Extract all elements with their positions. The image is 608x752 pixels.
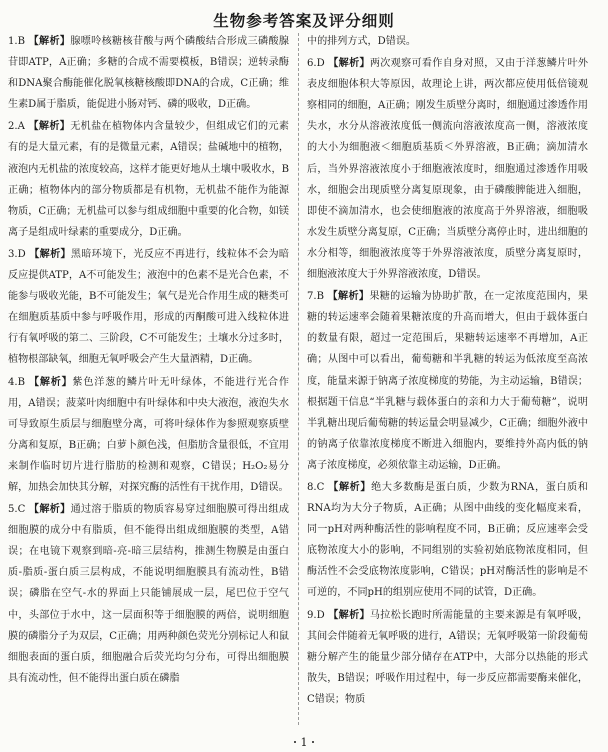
page-number: ・1・ xyxy=(289,736,319,749)
analysis-tag: 【解析】 xyxy=(327,291,370,303)
answer-item-8 xyxy=(307,477,588,604)
item-text: 中的排列方式，D错误。 xyxy=(307,36,417,47)
analysis-tag: 【解析】 xyxy=(328,609,370,621)
answer-item-5 xyxy=(8,499,289,689)
answer-item-5-continued xyxy=(307,31,588,52)
item-text: 通过溶于脂质的物质容易穿过细胞膜可得出组成细胞膜的成分中有脂质，但不能得出组成细胞膜的类型，A错误；在电镜下观察到暗-亮-暗三层结构，推测生物膜是由蛋白质-脂质-蛋白质三层构成，不能说明细胞膜具有流动性，B错误；磷脂在空气-水的界面上只能铺展成一层，尾巴位于空气中，头部位于水中，这一层面积等于细胞膜的两倍，说明细胞膜的磷脂分子为双层，C正确；用两种颜色荧光分别标记人和鼠细胞表面的蛋白质，细胞融合后荧光均匀分布，可得出细胞膜具有流动性，但不能得出蛋白质在磷脂 xyxy=(8,504,290,684)
answer-item-4 xyxy=(8,372,289,499)
left-column xyxy=(8,31,289,690)
column-divider xyxy=(298,33,299,725)
item-text: 马拉松长跑时所需能量的主要来源是有氧呼吸，其间会伴随着无氧呼吸的进行，A错误；无氧呼吸第一阶段葡萄糖分解产生的能量少部分储存在ATP中，大部分以热能的形式散失，B错误；呼吸作用过程中，每一步反应都需要酶来催化，C错误；物质 xyxy=(307,609,589,705)
answer-item-9 xyxy=(307,605,588,710)
item-number: 2.A xyxy=(8,121,25,133)
item-text: 无机盐在植物体内含量较少，但组成它们的元素有的是大量元素，有的是微量元素，A错误；盐碱地中的植物，液泡内无机盐的浓度较高，这样才能更好地从土壤中吸收水，B正确；植物体内的部分物质都是有机物，无机盐不能作为能源物质，C正确；无机盐可以参与组成细胞中重要的化合物，如镁离子是组成叶绿素的重要成分，D正确。 xyxy=(8,121,290,238)
answer-item-6 xyxy=(307,53,588,285)
item-text: 绝大多数酶是蛋白质，少数为RNA，蛋白质和RNA均为大分子物质，A正确；从图中曲线的变化幅度来看，同一pH对两种酶活性的影响程度不同，B正确；反应速率会受底物浓度大小的影响，不同组别的实验初始底物浓度相同，但酶活性不会受底物浓度影响，C错误；pH对酶活性的影响是不可逆的，不同pH的组别应使用不同的试管，D正确。 xyxy=(307,481,588,599)
answer-item-1 xyxy=(8,31,289,115)
item-number: 9.D xyxy=(307,609,325,621)
item-text: 两次观察可看作自身对照，又由于洋葱鳞片叶外表皮细胞体积大等原因，故理论上讲，两次都应使用低倍镜观察相同的细胞，A正确；刚发生质壁分离时，细胞通过渗透作用失水，水分从溶液浓度低一侧流向溶液浓度高一侧，溶液浓度的大小为细胞液＜细胞质基质＜外界溶液，B正确；滴加清水后，当外界溶液浓度小于细胞液浓度时，细胞通过渗透作用吸水，细胞会出现质壁分离复原现象，由于磷酸脾能进入细胞，即使不滴加清水，也会使细胞液的浓度高于外界溶液，细胞吸水发生质壁分离复原，C正确；当质壁分离停止时，进出细胞的水分相等，细胞液浓度等于外界溶液浓度，质壁分离复原时，细胞液浓度大于外界溶液浓度，D错误。 xyxy=(307,58,589,281)
item-text: 果糖的运输为协助扩散，在一定浓度范围内，果糖的转运速率会随着果糖浓度的升高而增大，但由于载体蛋白的数量有限，超过一定范围后，果糖转运速率不再增加，A正确；从图中可以看出，葡萄糖和半乳糖的转运为低浓度至高浓度，能量来源于钠离子浓度梯度的势能，为主动运输，B错误；根据题干信息“半乳糖与载体蛋白的亲和力大于葡萄糖”，说明半乳糖出现后葡萄糖的转运量会明显减少，C正确；细胞外液中的钠离子依靠浓度梯度不断进入细胞内，要维持外高内低的钠离子浓度梯度，必须依靠主动运输，D正确。 xyxy=(307,291,588,471)
item-text: 腺嘌呤核糖核苷酸与两个磷酸结合形成三磷酸腺苷即ATP，A正确；多糖的合成不需要模板，B错误；逆转录酶和DNA聚合酶能催化脱氧核糖核酸即DNA的合成，C正确；维生素D属于脂质，能促进小肠对钙、磷的吸收，D正确。 xyxy=(8,36,289,111)
right-column xyxy=(307,31,588,711)
item-number: 5.C xyxy=(8,504,26,516)
answer-item-7 xyxy=(307,286,588,476)
page-title: 生物参考答案及评分细则 xyxy=(213,12,395,30)
answer-item-2 xyxy=(8,116,289,243)
item-number: 8.C xyxy=(307,481,325,493)
analysis-tag: 【解析】 xyxy=(29,248,71,260)
analysis-tag: 【解析】 xyxy=(28,121,71,133)
analysis-tag: 【解析】 xyxy=(29,376,73,388)
item-number: 7.B xyxy=(307,291,325,303)
item-number: 4.B xyxy=(8,376,26,388)
analysis-tag: 【解析】 xyxy=(28,504,71,516)
analysis-tag: 【解析】 xyxy=(28,36,71,47)
analysis-tag: 【解析】 xyxy=(328,58,370,70)
answer-item-3 xyxy=(8,244,289,371)
item-number: 1.B xyxy=(8,36,26,47)
analysis-tag: 【解析】 xyxy=(328,481,372,493)
item-text: 黑暗环境下，光反应不再进行，线粒体不会为暗反应提供ATP，A不可能发生；液泡中的色素不是光合色素，不能参与吸收光能，B不可能发生；氧气是光合作用生成的糖类可在细胞质基质中参与呼吸作用，形成的丙酮酸可进入线粒体进行有氧呼吸的第二、三阶段，C不可能发生；土壤水分过多时，植物根部缺氧，细胞无氧呼吸会产生大量酒精，D正确。 xyxy=(8,248,290,366)
item-text: 紫色洋葱的鳞片叶无叶绿体，不能进行光合作用，A错误；菠菜叶肉细胞中有叶绿体和中央大液泡，液泡失水可导致原生质层与细胞壁分离，可将叶绿体作为参照观察质壁分离和复原，B正确；白萝卜颜色浅，但脂肪含量很低，不宜用来制作临时切片进行脂肪的检测和观察，C错误；H₂O₂易分解，加热会加快其分解，对探究酶的活性有干扰作用，D错误。 xyxy=(8,376,289,493)
item-number: 6.D xyxy=(307,58,325,70)
item-number: 3.D xyxy=(8,248,26,260)
